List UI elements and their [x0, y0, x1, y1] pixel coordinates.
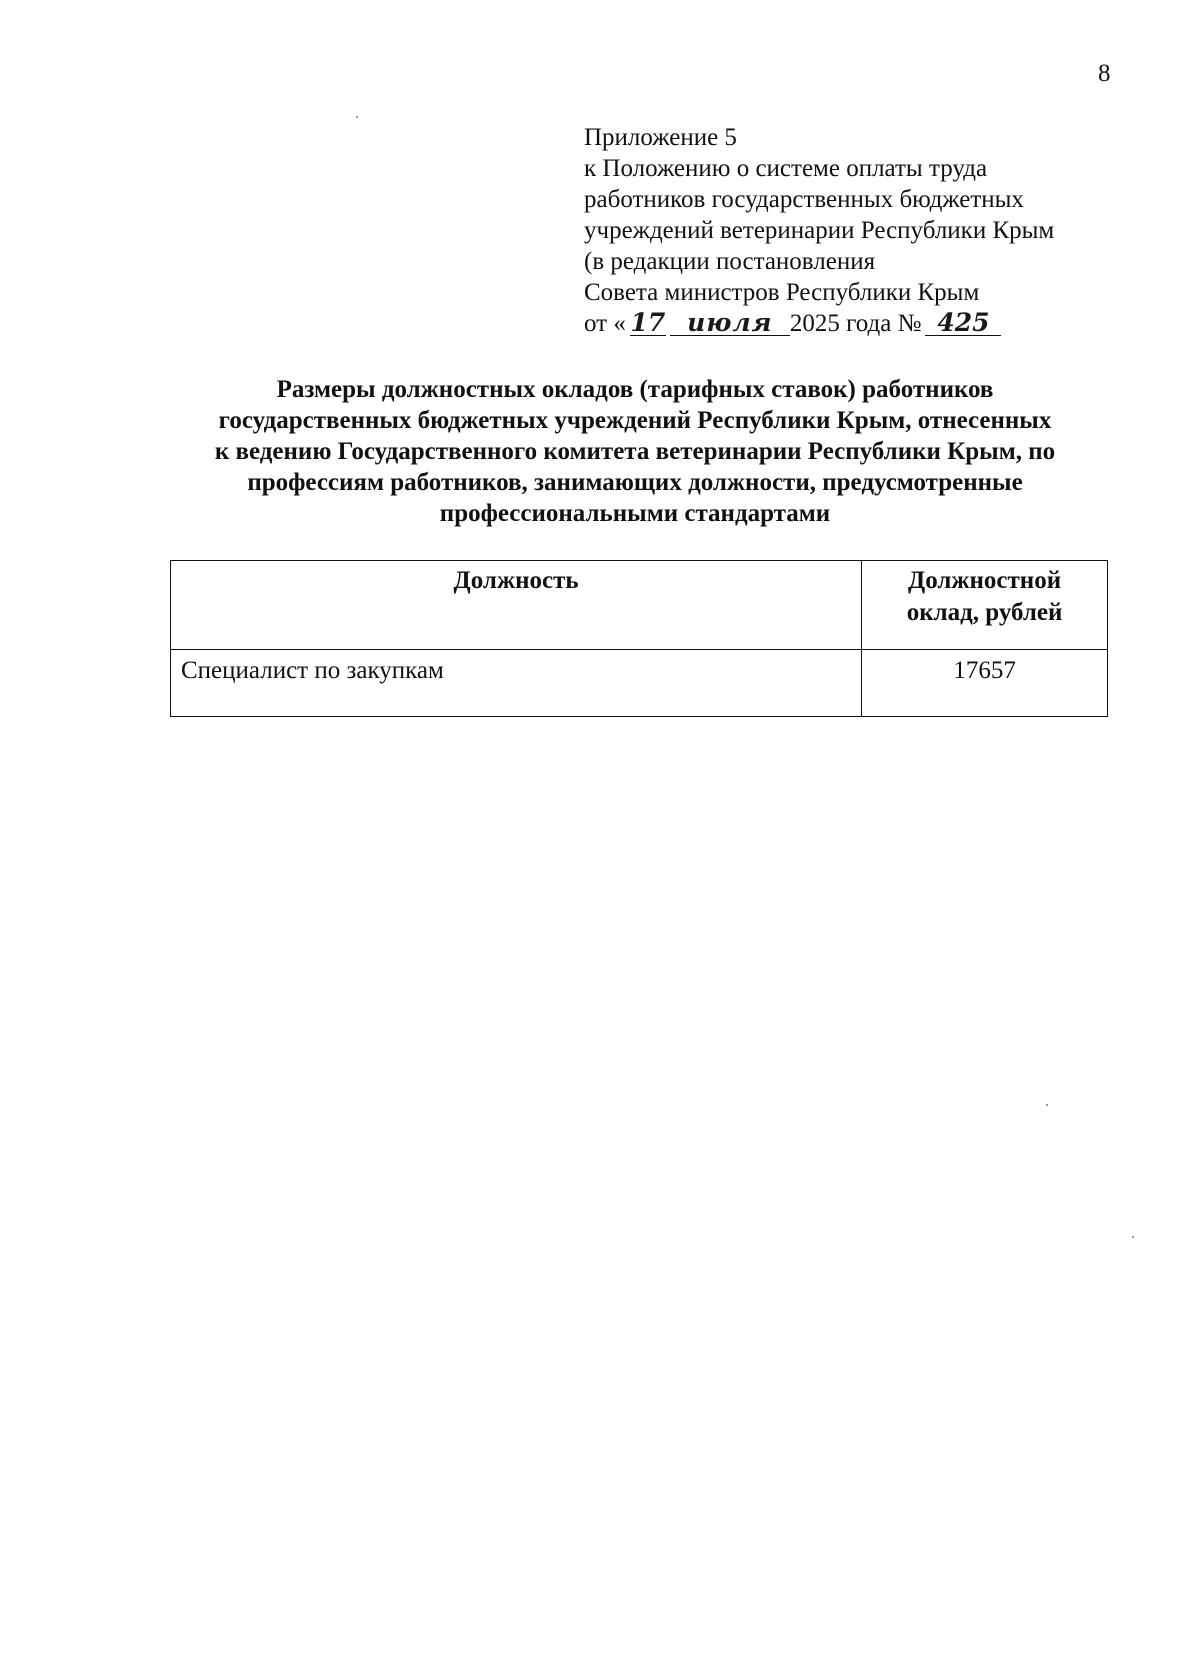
cell-salary: 17657 — [862, 650, 1108, 717]
title-line: профессиям работников, занимающих должности, предусмотренные — [247, 469, 1023, 496]
document-title — [150, 374, 1120, 529]
title-line: государственных бюджетных учреждений Республики Крым, отнесенных — [218, 407, 1052, 434]
appendix-line: (в редакции постановления — [584, 248, 876, 275]
salary-table — [170, 560, 1108, 717]
appendix-line: Приложение 5 — [584, 124, 737, 151]
scan-speck — [1046, 1104, 1048, 1106]
table-header-row — [171, 561, 1108, 650]
appendix-line: Совета министров Республики Крым — [584, 279, 980, 306]
page-number: 8 — [1098, 60, 1111, 87]
header-position: Должность — [171, 561, 862, 650]
handwritten-month: июля — [670, 311, 790, 336]
table-row — [171, 650, 1108, 717]
handwritten-day: 17 — [630, 308, 666, 337]
title-line: к ведению Государственного комитета ветеринарии Республики Крым, по — [214, 438, 1056, 465]
appendix-line: учреждений ветеринарии Республики Крым — [584, 217, 1055, 244]
scan-speck — [356, 116, 358, 118]
handwritten-doc-number: 425 — [925, 311, 1001, 336]
header-salary-line1: Должностной — [908, 567, 1062, 594]
appendix-line: работников государственных бюджетных — [584, 186, 1024, 213]
title-line: профессиональными стандартами — [439, 500, 831, 527]
resolution-date-line — [584, 308, 1144, 339]
appendix-header — [584, 122, 1144, 339]
header-salary — [862, 561, 1108, 650]
appendix-line: к Положению о системе оплаты труда — [584, 155, 988, 182]
header-salary-line2: оклад, рублей — [906, 599, 1063, 626]
date-year-text: 2025 года № — [789, 310, 922, 337]
title-line: Размеры должностных окладов (тарифных ставок) работников — [276, 376, 994, 403]
cell-position: Специалист по закупкам — [171, 650, 862, 717]
date-prefix: от « — [584, 310, 626, 337]
scan-speck — [1132, 1236, 1134, 1238]
